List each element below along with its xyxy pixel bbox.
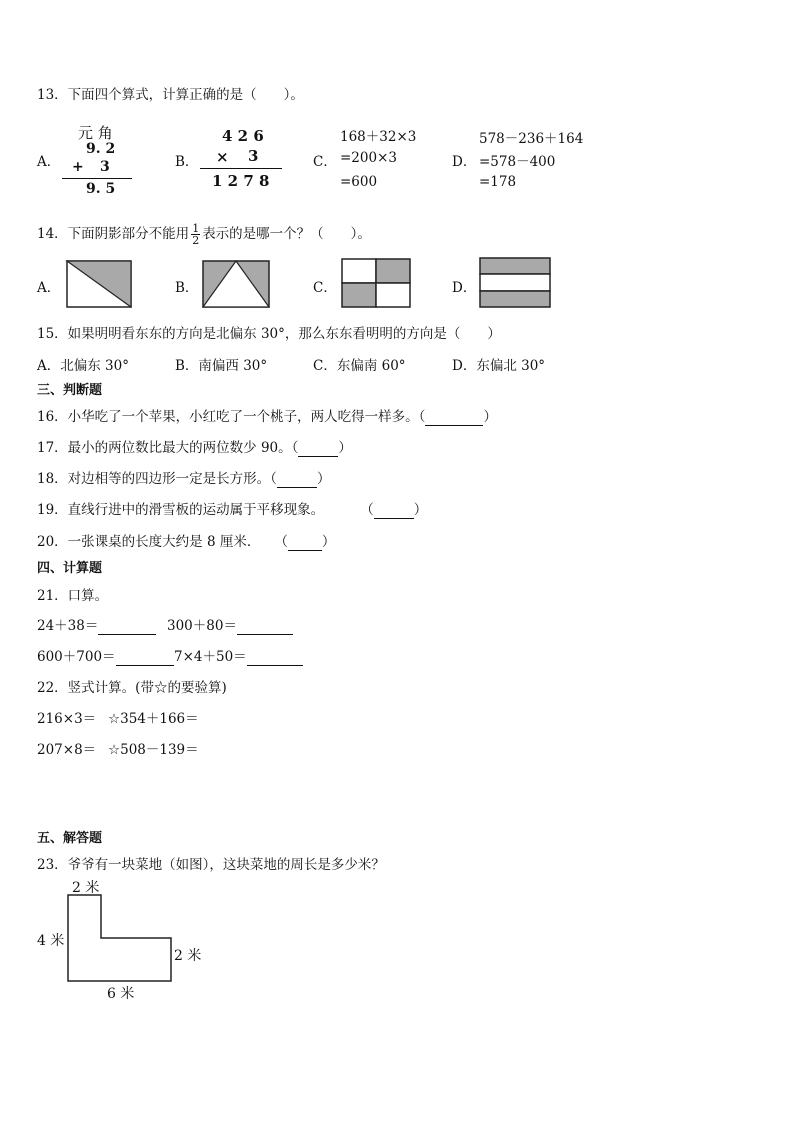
section-4-heading: 四、计算题 [37, 561, 103, 576]
q14-figure-a [66, 260, 132, 308]
q15-option-d: D．东偏北 30° [452, 358, 546, 374]
q17-text: 17．最小的两位数比最大的两位数少 90。（ [37, 440, 299, 456]
section-5-heading: 五、解答题 [37, 831, 103, 846]
q14-stem [37, 222, 371, 246]
q13-a-second-number: 3 [100, 159, 110, 175]
q13-option-b-label: B． [175, 154, 199, 170]
q13-option-d-label: D． [452, 154, 477, 170]
q21-item-2 [167, 614, 293, 635]
q19-answer-blank[interactable] [374, 502, 414, 519]
section-3-heading: 三、判断题 [37, 383, 103, 398]
q14-figure-c [341, 258, 411, 308]
q22-item-3: 207×8＝ [37, 742, 97, 758]
q20-close: ） [321, 534, 336, 550]
q23-l-shape [68, 895, 171, 981]
q13-d-line3: =178 [479, 174, 517, 190]
q22-item-4: ☆508－139＝ [108, 742, 199, 758]
q14-d-stripe-middle [480, 274, 550, 291]
q20 [37, 530, 335, 551]
q20-answer-blank[interactable] [288, 534, 322, 551]
q14-figure-d [479, 257, 551, 309]
q13-b-second-number: 3 [248, 147, 259, 165]
q14-option-a-label: A． [37, 280, 61, 296]
q20-text: 20．一张课桌的长度大约是 8 厘米． [37, 534, 261, 550]
q19-open: （ [360, 502, 374, 518]
q16-text: 16．小华吃了一个苹果，小红吃了一个桃子，两人吃得一样多。（ [37, 409, 426, 425]
q13-d-line1: 578－236＋164 [479, 131, 584, 147]
q14-option-b-label: B． [175, 280, 199, 296]
q13-a-result-line [62, 178, 132, 179]
q13-option-c-label: C． [313, 154, 337, 170]
q18-close: ） [316, 471, 331, 487]
q23-dim-top: 2 米 [72, 880, 100, 896]
q14-c-cell-bottom-right [376, 283, 410, 307]
q16 [37, 405, 497, 426]
q13-a-units: 元 角 [78, 124, 113, 142]
q19-close: ） [413, 502, 428, 518]
q21-item-4 [174, 645, 303, 666]
q15-option-b: B．南偏西 30° [175, 358, 268, 374]
q21-item-1-blank[interactable] [98, 618, 156, 635]
q23-dim-bottom: 6 米 [107, 986, 135, 1002]
q13-a-top-number: 9. 2 [86, 141, 116, 157]
q13-stem: 13．下面四个算式，计算正确的是（ ）。 [37, 87, 304, 103]
q21-item-4-text: 7×4＋50＝ [174, 649, 247, 665]
q14-c-cell-top-right [376, 259, 410, 283]
q15-option-a: A．北偏东 30° [37, 358, 129, 374]
q23-dim-left: 4 米 [37, 933, 65, 949]
q13-a-operator: + [72, 159, 84, 175]
q16-close: ） [483, 409, 497, 425]
q15-option-c: C．东偏南 60° [313, 358, 406, 374]
q13-c-line1: 168＋32×3 [340, 129, 417, 145]
q21-item-4-blank[interactable] [247, 649, 303, 666]
q18-text: 18．对边相等的四边形一定是长方形。（ [37, 471, 277, 487]
q20-open: （ [274, 534, 288, 550]
q14-c-cell-top-left [342, 259, 376, 283]
q13-a-result: 9. 5 [86, 181, 116, 197]
q18 [37, 467, 330, 488]
q23-garden-figure [66, 893, 174, 983]
q21-item-2-text: 300＋80＝ [167, 618, 237, 634]
q21-item-2-blank[interactable] [237, 618, 293, 635]
q14-fraction [191, 223, 200, 246]
q21-stem: 21．口算。 [37, 588, 109, 604]
q14-d-stripe-bottom [480, 291, 550, 307]
q15-stem: 15．如果明明看东东的方向是北偏东 30°，那么东东看明明的方向是（ ） [37, 326, 501, 342]
q14-figure-b [202, 260, 270, 308]
q17-answer-blank[interactable] [298, 440, 338, 457]
q21-item-3-blank[interactable] [116, 649, 174, 666]
q13-option-a-label: A． [37, 154, 61, 170]
q14-d-stripe-top [480, 258, 550, 274]
q14-fraction-denominator: 2 [192, 234, 200, 247]
q23-dim-right: 2 米 [174, 948, 202, 964]
q17 [37, 436, 352, 457]
q19 [37, 498, 427, 519]
q14-fraction-numerator: 1 [192, 222, 200, 235]
q21-item-3-text: 600＋700＝ [37, 649, 116, 665]
q23-stem: 23．爷爷有一块菜地（如图），这块菜地的周长是多少米？ [37, 857, 385, 873]
q13-b-top-number: 4 2 6 [222, 127, 264, 145]
q13-d-line2: =578－400 [479, 154, 556, 170]
q18-answer-blank[interactable] [277, 471, 317, 488]
q21-item-1 [37, 614, 156, 635]
q21-item-3 [37, 645, 174, 666]
q13-c-line3: =600 [340, 174, 378, 190]
q21-item-1-text: 24＋38＝ [37, 618, 99, 634]
q13-b-result-line [200, 168, 282, 169]
q14-stem-before: 14．下面阴影部分不能用 [37, 226, 190, 242]
q14-c-cell-bottom-left [342, 283, 376, 307]
q16-answer-blank[interactable] [425, 409, 483, 426]
q14-option-d-label: D． [452, 280, 477, 296]
q22-stem: 22．竖式计算。(带☆的要验算) [37, 680, 227, 696]
q13-b-result: 1 2 7 8 [212, 172, 270, 190]
q13-c-line2: =200×3 [340, 150, 397, 166]
q22-item-2: ☆354＋166＝ [108, 711, 199, 727]
q22-item-1: 216×3＝ [37, 711, 97, 727]
q13-b-operator: × [216, 148, 229, 166]
q14-option-c-label: C． [313, 280, 337, 296]
q14-stem-after: 表示的是哪一个？（ ）。 [202, 226, 371, 242]
q17-close: ） [338, 440, 352, 456]
q19-text: 19．直线行进中的滑雪板的运动属于平移现象。 [37, 502, 325, 518]
